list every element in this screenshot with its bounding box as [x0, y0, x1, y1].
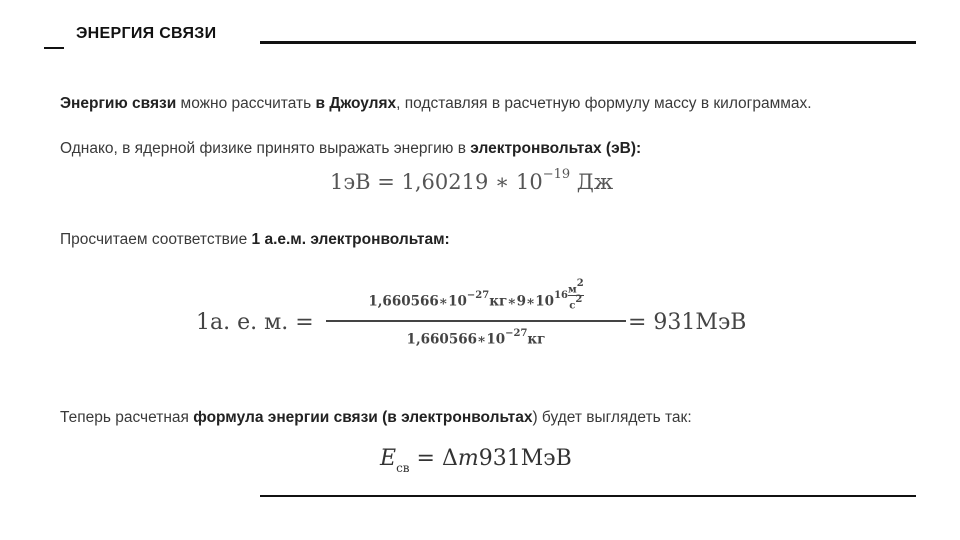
numerator	[326, 278, 626, 318]
bold-binding-energy: Энергию связи	[60, 95, 177, 112]
den-mass: 1,660566∗10	[406, 331, 506, 348]
formula-rhs: 931МэВ	[478, 446, 572, 471]
slide-title: ЭНЕРГИЯ СВЯЗИ	[76, 25, 217, 42]
den-exp: −27	[505, 328, 528, 339]
unit-top-exp: 2	[576, 278, 584, 289]
bold-joules: в Джоулях	[315, 95, 397, 112]
formula-ev-joule	[330, 167, 614, 194]
formula-lhs: 1а. е. м. =	[196, 310, 314, 335]
den-unit: кг	[527, 331, 546, 348]
bold-formula: формула энергии связи (в электронвольтах	[193, 409, 533, 426]
paragraph-electronvolts	[60, 139, 860, 159]
formula-unit: Дж	[570, 170, 614, 194]
formula-lhs: 1эВ = 1,60219 ∗ 10	[330, 170, 543, 194]
denominator	[326, 330, 626, 348]
energy-subscript: св	[396, 461, 410, 476]
text: Теперь расчетная	[60, 409, 194, 426]
bold-amu: 1 а.е.м. электронвольтам:	[251, 231, 450, 248]
text: Просчитаем соответствие	[60, 231, 252, 248]
bottom-divider	[260, 495, 916, 497]
formula-exponent: −19	[542, 167, 571, 182]
num-mass: 1,660566∗10	[368, 293, 467, 310]
unit-fraction	[568, 280, 584, 312]
fraction	[326, 278, 626, 364]
fraction-bar	[326, 320, 626, 322]
text: можно рассчитать	[176, 95, 316, 112]
unit-bottom-exp: 2	[575, 294, 583, 306]
num-c2: кг∗9∗10	[489, 293, 555, 310]
num-exp2: 16	[554, 289, 568, 301]
paragraph-amu	[60, 230, 860, 250]
formula-amu-mev	[196, 278, 796, 364]
mass-symbol: m	[457, 446, 479, 471]
paragraph-joules	[60, 94, 860, 114]
formula-rhs: = 931МэВ	[628, 310, 747, 335]
paragraph-formula-intro	[60, 408, 860, 428]
text: , подставляя в расчетную формулу массу в килограммах.	[396, 95, 812, 112]
text: ) будет выглядеть так:	[532, 409, 692, 426]
top-divider	[260, 41, 916, 44]
num-exp: −27	[466, 289, 490, 301]
unit-bottom: с	[569, 300, 576, 312]
energy-symbol: E	[380, 446, 397, 471]
formula-binding-energy	[380, 446, 572, 476]
unit-top: м	[568, 284, 577, 296]
formula-mid: = Δ	[409, 446, 458, 471]
title-dash	[44, 47, 64, 49]
text: Однако, в ядерной физике принято выражать энергию в	[60, 140, 471, 157]
bold-electronvolts: электронвольтах (эВ):	[470, 140, 642, 157]
